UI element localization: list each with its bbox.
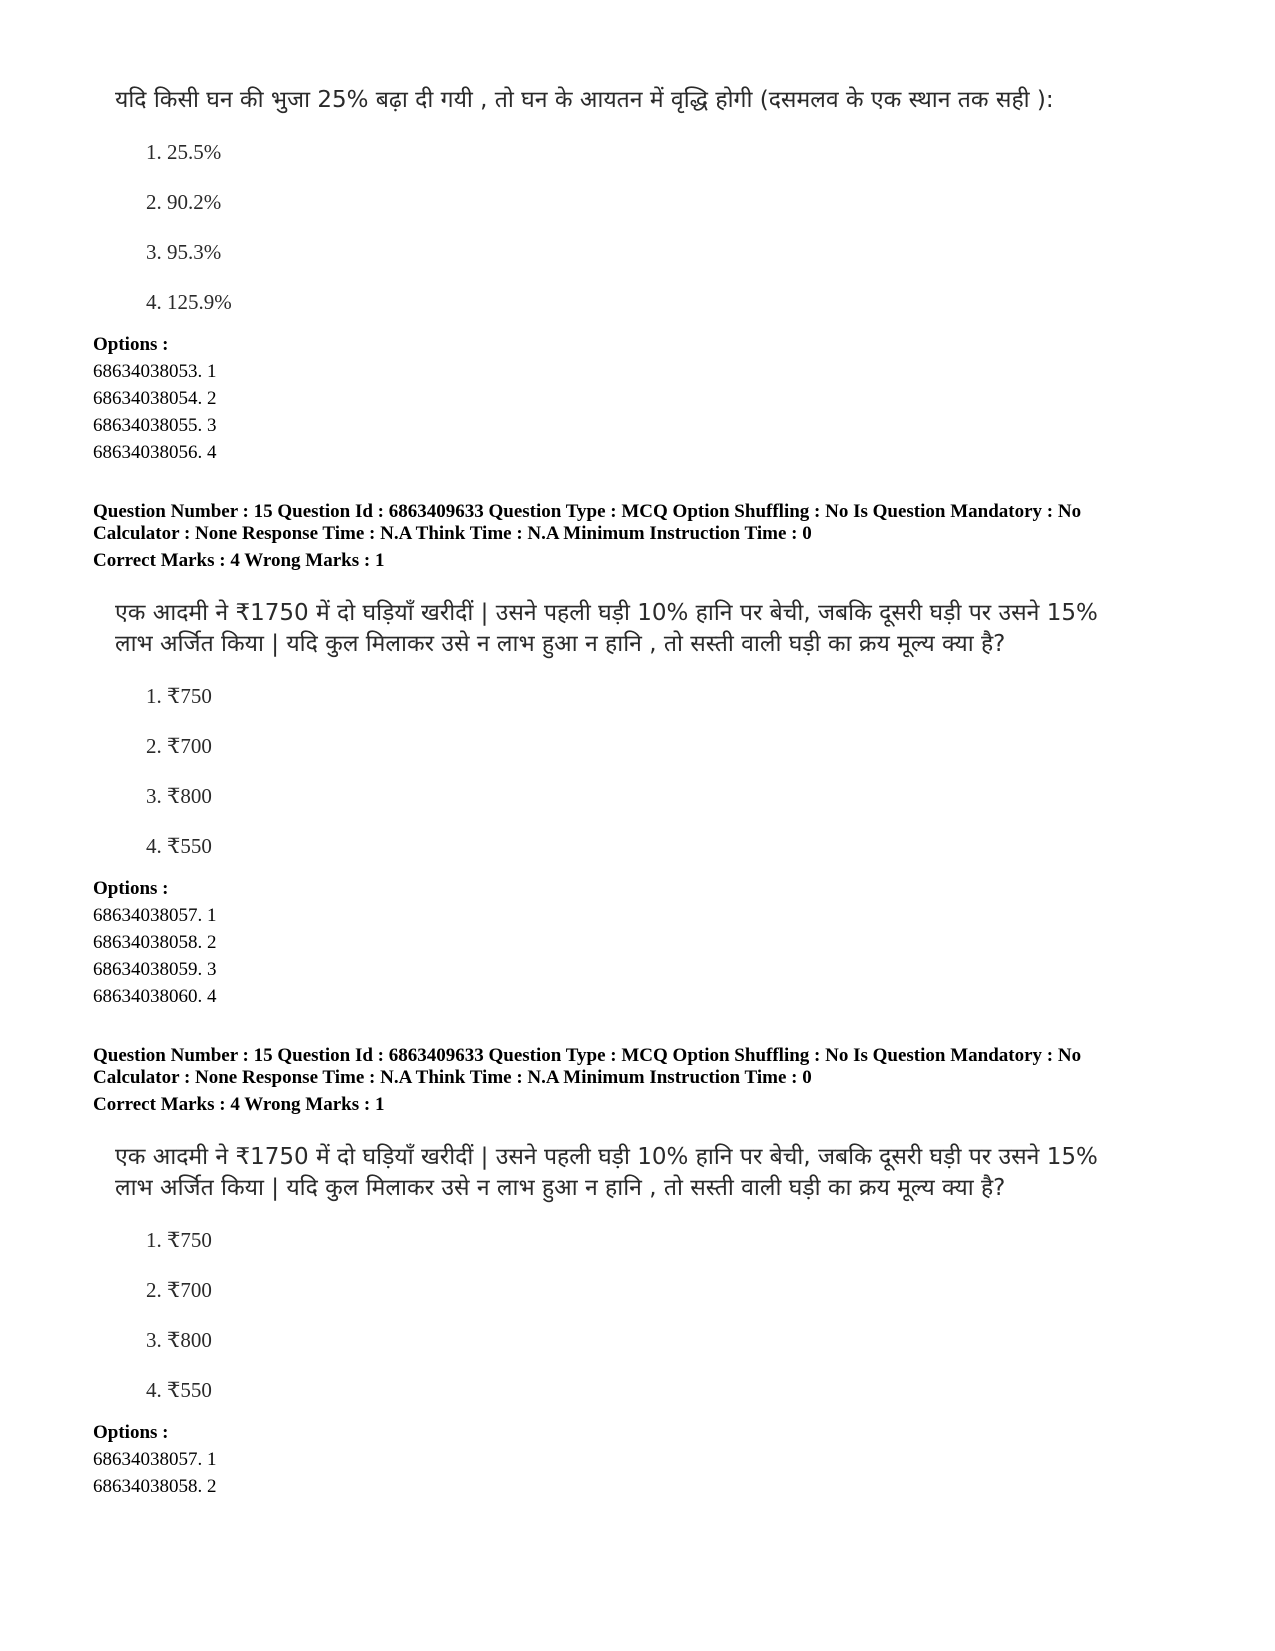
option-id: 68634038058. 2 xyxy=(93,1476,217,1497)
options-label: Options : xyxy=(93,878,169,899)
options-label: Options : xyxy=(93,334,169,355)
question-marks: Correct Marks : 4 Wrong Marks : 1 xyxy=(93,1094,385,1115)
option-id: 68634038057. 1 xyxy=(93,1449,217,1470)
choice-item: 3. ₹800 xyxy=(146,784,212,808)
question-meta: Calculator : None Response Time : N.A Think Time : N.A Minimum Instruction Time : 0 xyxy=(93,1067,812,1088)
choice-item: 4. 125.9% xyxy=(146,290,232,314)
choice-item: 1. ₹750 xyxy=(146,684,212,708)
question-text: एक आदमी ने ₹1750 में दो घड़ियाँ खरीदीं | उसने पहली घड़ी 10% हानि पर बेची, जबकि दूसरी घड़ी पर उसने 15% xyxy=(115,1144,1098,1170)
option-id: 68634038055. 3 xyxy=(93,415,217,436)
question-marks: Correct Marks : 4 Wrong Marks : 1 xyxy=(93,550,385,571)
choice-item: 1. ₹750 xyxy=(146,1228,212,1252)
question-meta: Question Number : 15 Question Id : 6863409633 Question Type : MCQ Option Shuffling : No Is Question Mandatory : No xyxy=(93,1045,1082,1066)
choice-item: 4. ₹550 xyxy=(146,834,212,858)
choice-item: 2. ₹700 xyxy=(146,734,212,758)
choice-item: 4. ₹550 xyxy=(146,1378,212,1402)
choice-item: 2. 90.2% xyxy=(146,190,222,214)
question-text: यदि किसी घन की भुजा 25% बढ़ा दी गयी , तो घन के आयतन में वृद्धि होगी (दसमलव के एक स्थान तक सही ): xyxy=(115,87,1054,113)
choice-item: 3. 95.3% xyxy=(146,240,222,264)
question-meta: Calculator : None Response Time : N.A Think Time : N.A Minimum Instruction Time : 0 xyxy=(93,523,812,544)
options-label: Options : xyxy=(93,1422,169,1443)
choice-item: 1. 25.5% xyxy=(146,140,222,164)
choice-item: 2. ₹700 xyxy=(146,1278,212,1302)
choice-item: 3. ₹800 xyxy=(146,1328,212,1352)
option-id: 68634038054. 2 xyxy=(93,388,217,409)
question-text: लाभ अर्जित किया | यदि कुल मिलाकर उसे न लाभ हुआ न हानि , तो सस्ती वाली घड़ी का क्रय मूल्य क्या है? xyxy=(115,1175,1006,1201)
option-id: 68634038057. 1 xyxy=(93,905,217,926)
question-meta: Question Number : 15 Question Id : 6863409633 Question Type : MCQ Option Shuffling : No Is Question Mandatory : No xyxy=(93,501,1082,522)
question-text: लाभ अर्जित किया | यदि कुल मिलाकर उसे न लाभ हुआ न हानि , तो सस्ती वाली घड़ी का क्रय मूल्य क्या है? xyxy=(115,631,1006,657)
question-text: एक आदमी ने ₹1750 में दो घड़ियाँ खरीदीं | उसने पहली घड़ी 10% हानि पर बेची, जबकि दूसरी घड़ी पर उसने 15% xyxy=(115,600,1098,626)
option-id: 68634038059. 3 xyxy=(93,959,217,980)
option-id: 68634038053. 1 xyxy=(93,361,217,382)
option-id: 68634038060. 4 xyxy=(93,986,217,1007)
option-id: 68634038056. 4 xyxy=(93,442,217,463)
option-id: 68634038058. 2 xyxy=(93,932,217,953)
